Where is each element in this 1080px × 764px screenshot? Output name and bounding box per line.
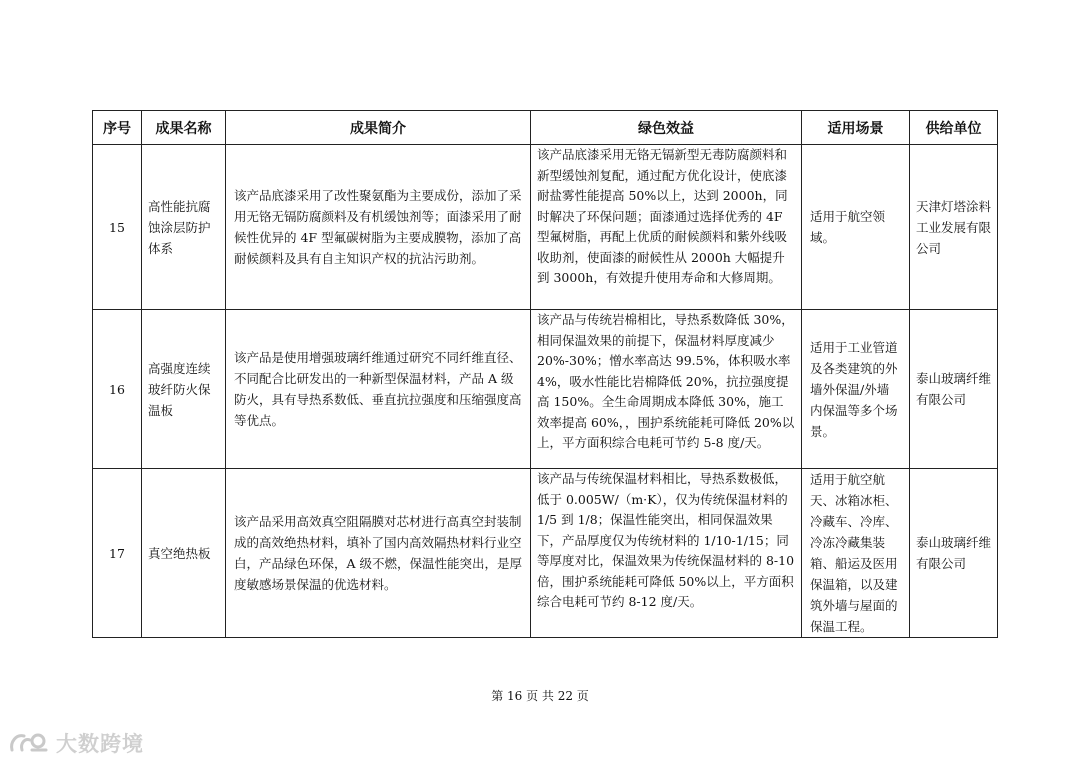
supplier-cell: 天津灯塔涂料工业发展有限公司 (910, 145, 998, 310)
serial-number-cell: 16 (93, 310, 142, 469)
header-result-brief: 成果简介 (226, 111, 531, 145)
applicable-scene-cell: 适用于航空领域。 (802, 145, 910, 310)
applicable-scene-cell: 适用于航空航天、冰箱冰柜、冷藏车、冷库、冷冻冷藏集装箱、船运及医用保温箱，以及建筑外墙与屋面的保温工程。 (802, 469, 910, 638)
header-serial-number: 序号 (93, 111, 142, 145)
header-green-benefit: 绿色效益 (531, 111, 802, 145)
serial-number-cell: 17 (93, 469, 142, 638)
applicable-scene-cell: 适用于工业管道及各类建筑的外墙外保温/外墙内保温等多个场景。 (802, 310, 910, 469)
watermark-text: 大数跨境 (56, 732, 144, 756)
green-benefit-cell: 该产品与传统岩棉相比，导热系数降低 30%，相同保温效果的前提下，保温材料厚度减少 20%-30%；憎水率高达 99.5%，体积吸水率 4%，吸水性能比岩棉降低 20%，抗拉强度提高 150%。全生命周期成本降低 30%，施工效率提高 60%，，围护系统能耗可降低 20%以上，平方面积综合电耗可节约 5-8 度/天。 (531, 310, 802, 469)
serial-number-cell: 15 (93, 145, 142, 310)
header-applicable-scene: 适用场景 (802, 111, 910, 145)
brand-logo-icon (8, 730, 52, 756)
green-benefit-cell: 该产品底漆采用无铬无镉新型无毒防腐颜料和新型缓蚀剂复配，通过配方优化设计，使底漆耐盐雾性能提高 50%以上，达到 2000h，同时解决了环保问题；面漆通过选择优秀的 4F 型氟树脂，再配上优质的耐候颜料和紫外线吸收助剂，使面漆的耐候性从 2000h 大幅提升到 3000h，有效提升使用寿命和大修周期。 (531, 145, 802, 310)
result-brief-cell: 该产品采用高效真空阻隔膜对芯材进行高真空封装制成的高效绝热材料，填补了国内高效隔热材料行业空白，产品绿色环保，A 级不燃，保温性能突出，是厚度敏感场景保温的优选材料。 (226, 469, 531, 638)
results-table (92, 110, 998, 638)
page-number-footer: 第 16 页 共 22 页 (491, 689, 589, 703)
table-header-row (93, 111, 998, 145)
table-row (93, 469, 998, 638)
result-brief-cell: 该产品是使用增强玻璃纤维通过研究不同纤维直径、不同配合比研发出的一种新型保温材料，产品 A 级防火，具有导热系数低、垂直抗拉强度和压缩强度高等优点。 (226, 310, 531, 469)
result-brief-cell: 该产品底漆采用了改性聚氨酯为主要成份，添加了采用无铬无镉防腐颜料及有机缓蚀剂等；面漆采用了耐候性优异的 4F 型氟碳树脂为主要成膜物，添加了高耐候颜料及具有自主知识产权的抗沾污助剂。 (226, 145, 531, 310)
supplier-cell: 泰山玻璃纤维有限公司 (910, 310, 998, 469)
header-supplier: 供给单位 (910, 111, 998, 145)
green-benefit-cell: 该产品与传统保温材料相比，导热系数极低，低于 0.005W/（m·K），仅为传统保温材料的 1/5 到 1/8；保温性能突出，相同保温效果下，产品厚度仅为传统材料的 1/10-1/15；同等厚度对比，保温效果为传统保温材料的 8-10 倍，围护系统能耗可降低 50%以上，平方面积综合电耗可节约 8-12 度/天。 (531, 469, 802, 638)
result-name-cell: 高强度连续玻纤防火保温板 (142, 310, 226, 469)
result-name-cell: 真空绝热板 (142, 469, 226, 638)
result-name-cell: 高性能抗腐蚀涂层防护体系 (142, 145, 226, 310)
table-row (93, 310, 998, 469)
watermark (8, 728, 144, 758)
supplier-cell: 泰山玻璃纤维有限公司 (910, 469, 998, 638)
header-result-name: 成果名称 (142, 111, 226, 145)
table-row (93, 145, 998, 310)
